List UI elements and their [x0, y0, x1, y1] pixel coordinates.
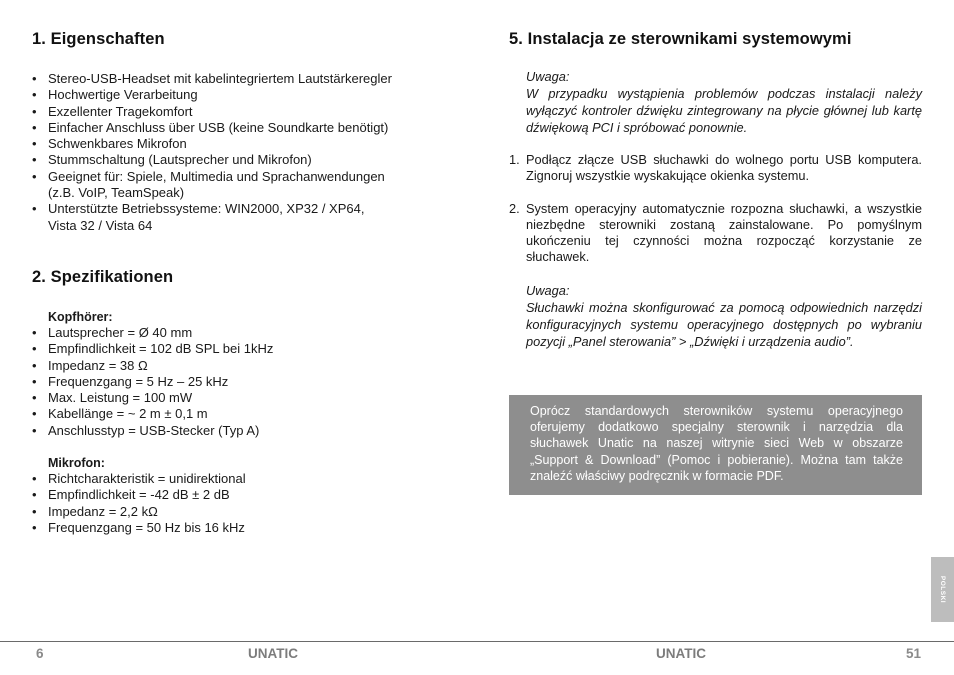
microphone-spec-item: • Impedanz = 2,2 kΩ: [32, 504, 442, 520]
headphones-spec-item: • Empfindlichkeit = 102 dB SPL bei 1kHz: [32, 341, 442, 357]
section-title-eigenschaften: 1. Eigenschaften: [32, 30, 165, 48]
note-text: Słuchawki można skonfigurować za pomocą odpowiednich narzędzi konfiguracyjnych systemu operacyjnego dostępnych po wybraniu pozycji „Panel sterowania” > „Dźwięki i urządzenia audio”.: [526, 299, 922, 349]
left-page-column: [32, 30, 442, 536]
feature-list-item-line: (z.B. VoIP, TeamSpeak): [48, 185, 185, 201]
feature-list-item: [32, 201, 442, 234]
feature-list-item: [32, 169, 442, 202]
microphone-subheading: Mikrofon:: [48, 456, 105, 471]
microphone-spec-list: [32, 471, 442, 536]
microphone-spec-item: • Frequenzgang = 50 Hz bis 16 kHz: [32, 520, 442, 536]
step-item: [509, 152, 922, 185]
feature-list-item-line: Vista 32 / Vista 64: [48, 217, 153, 233]
step-item: [509, 201, 922, 266]
step-text: Podłącz złącze USB słuchawki do wolnego portu USB komputera. Zignoruj wszystkie wyskakujące okienka systemu.: [526, 152, 922, 184]
language-side-tab: [931, 557, 954, 622]
headphones-spec-list: [32, 325, 442, 439]
feature-list-item: • Hochwertige Verarbeitung: [32, 87, 442, 103]
features-list: [32, 71, 442, 234]
headphones-spec-item: • Anschlusstyp = USB-Stecker (Typ A): [32, 423, 442, 439]
feature-list-item: • Stummschaltung (Lautsprecher und Mikrofon): [32, 152, 442, 168]
headphones-subheading: Kopfhörer:: [48, 309, 113, 324]
footer-brand-left: UNATIC: [248, 646, 298, 661]
microphone-spec-item: • Richtcharakteristik = unidirektional: [32, 471, 442, 487]
note-text: W przypadku wystąpienia problemów podczas instalacji należy wyłączyć kontroler dźwięku zintegrowany na płycie głównej lub kartę dźwiękową PCI i spróbować ponownie.: [526, 86, 922, 135]
headphones-spec-item: • Impedanz = 38 Ω: [32, 358, 442, 374]
headphones-spec-item: • Frequenzgang = 5 Hz – 25 kHz: [32, 374, 442, 390]
footer-divider: [0, 641, 954, 642]
feature-list-item-line: • Unterstützte Betriebssysteme: WIN2000, XP32 / XP64,: [48, 201, 365, 217]
right-page-column: [509, 30, 922, 350]
language-tab-label: POLSKI: [939, 575, 947, 604]
step-number: 2.: [509, 200, 520, 216]
info-box-drivers-download: Oprócz standardowych sterowników systemu operacyjnego oferujemy dodatkowo specjalny sterownik i narzędzia dla słuchawek Unatic na naszej witrynie sieci Web w obszarze „Support & Download” (Pomoc i pobieranie). Można tam także znaleźć właściwy podręcznik w formacie PDF.: [509, 395, 922, 495]
headphones-spec-item: • Lautsprecher = Ø 40 mm: [32, 325, 442, 341]
step-number: 1.: [509, 152, 520, 167]
note-driver-conflict: [526, 68, 922, 136]
feature-list-item: • Exzellenter Tragekomfort: [32, 104, 442, 120]
microphone-spec-item: • Empfindlichkeit = -42 dB ± 2 dB: [32, 487, 442, 503]
feature-list-item-line: • Geeignet für: Spiele, Multimedia und Sprachanwendungen: [48, 168, 385, 184]
feature-list-item: • Einfacher Anschluss über USB (keine Soundkarte benötigt): [32, 120, 442, 136]
feature-list-item: • Stereo-USB-Headset mit kabelintegriertem Lautstärkeregler: [32, 71, 442, 87]
page-number-right: 51: [906, 646, 922, 661]
page-number-left: 6: [36, 646, 44, 661]
footer-brand-right: UNATIC: [656, 646, 706, 661]
section-title-spezifikationen: 2. Spezifikationen: [32, 267, 174, 286]
note-label: Uwaga:: [526, 69, 570, 84]
feature-list-item: • Schwenkbares Mikrofon: [32, 136, 442, 152]
note-label: Uwaga:: [526, 282, 570, 298]
note-configuration: [526, 282, 922, 350]
installation-steps: [509, 152, 922, 266]
step-text: System operacyjny automatycznie rozpozna słuchawki, a wszystkie niezbędne sterowniki zostaną zainstalowane. Po pomyślnym ukończeniu tej czynności można rozpocząć korzystanie ze słuchawek.: [526, 200, 922, 265]
headphones-spec-item: • Max. Leistung = 100 mW: [32, 390, 442, 406]
headphones-spec-item: • Kabellänge = ~ 2 m ± 0,1 m: [32, 406, 442, 422]
section-title-instalacja: 5. Instalacja ze sterownikami systemowymi: [509, 30, 852, 48]
